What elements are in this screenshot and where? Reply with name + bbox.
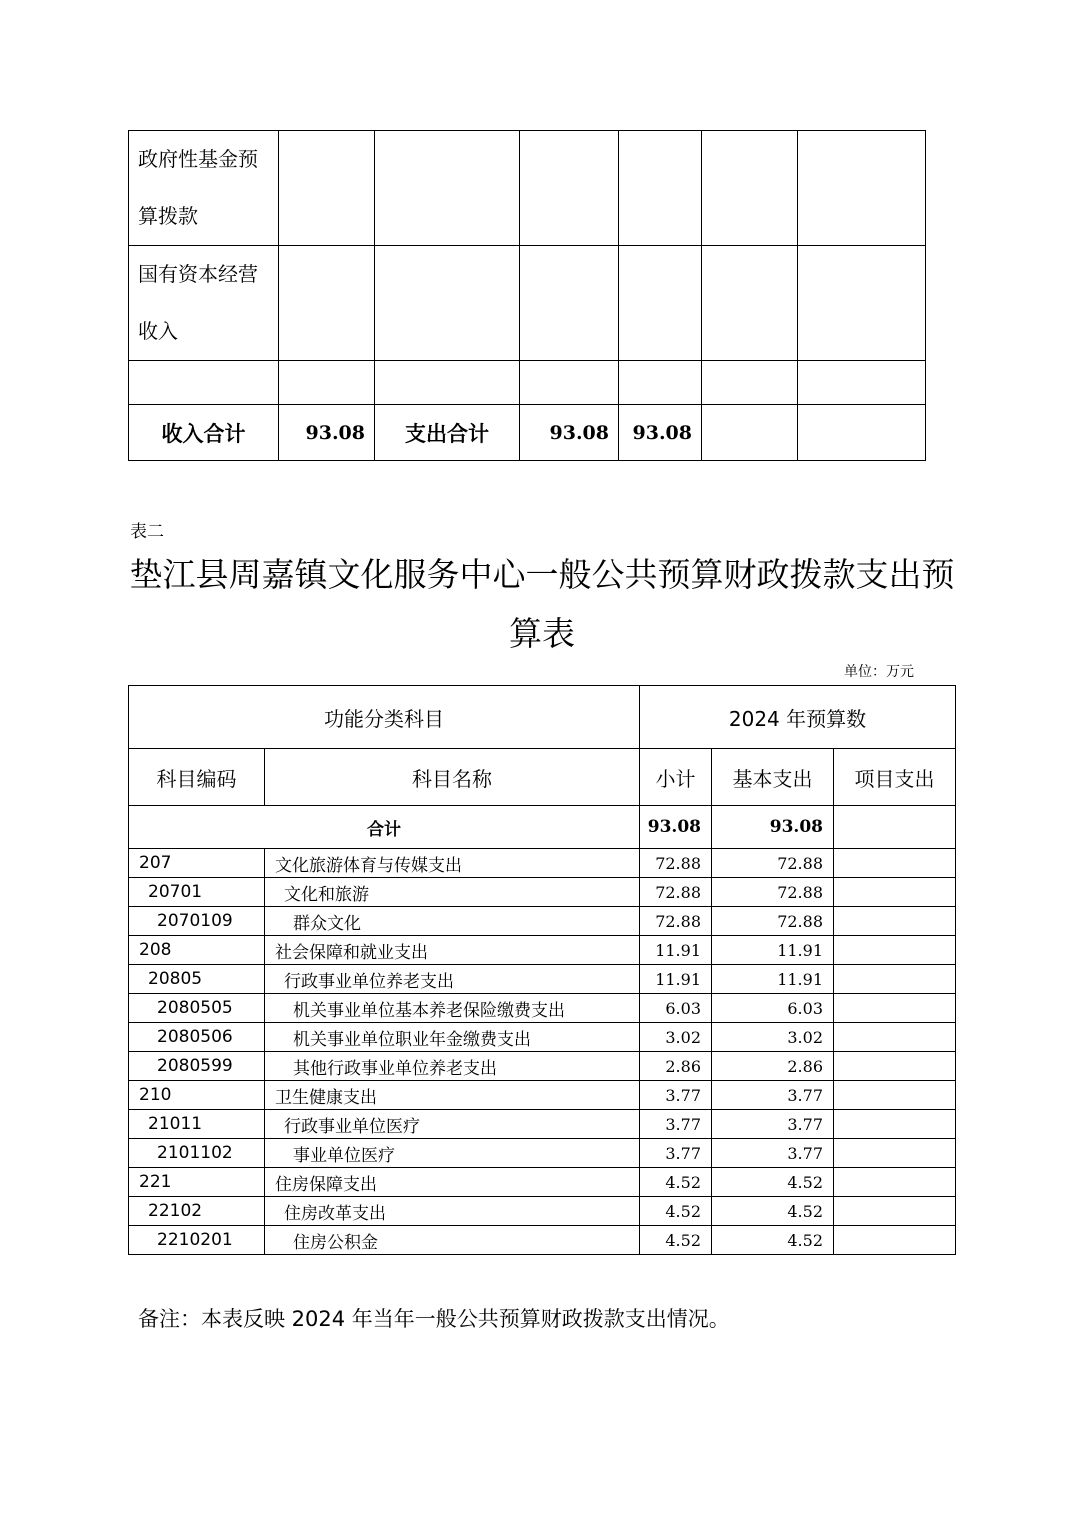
row-code: 2210201	[129, 1226, 265, 1255]
row-code: 20701	[129, 878, 265, 907]
row-project	[834, 1168, 956, 1197]
table-number-label: 表二	[130, 522, 164, 542]
total-project	[834, 806, 956, 849]
table-row	[129, 1226, 956, 1255]
row-code: 210	[129, 1081, 265, 1110]
row-project	[834, 1052, 956, 1081]
row-code: 22102	[129, 1197, 265, 1226]
row-subtotal: 6.03	[640, 994, 712, 1023]
table-row	[129, 361, 926, 405]
row-code: 20805	[129, 965, 265, 994]
row-subtotal: 3.77	[640, 1139, 712, 1168]
table-row	[129, 878, 956, 907]
row-subtotal: 3.77	[640, 1110, 712, 1139]
row-project	[834, 936, 956, 965]
row-name: 行政事业单位医疗	[265, 1110, 640, 1139]
row-subtotal: 72.88	[640, 849, 712, 878]
row-basic: 3.02	[712, 1023, 834, 1052]
header-budget-year: 2024 年预算数	[640, 686, 956, 749]
row-name: 文化旅游体育与传媒支出	[265, 849, 640, 878]
header-name: 科目名称	[265, 749, 640, 806]
row-code: 207	[129, 849, 265, 878]
table-row	[129, 936, 956, 965]
row-basic: 72.88	[712, 849, 834, 878]
row-code: 2101102	[129, 1139, 265, 1168]
expense-total-label: 支出合计	[375, 405, 520, 461]
total-subtotal: 93.08	[640, 806, 712, 849]
income-expense-table	[128, 130, 926, 461]
row-project	[834, 1081, 956, 1110]
row-label-gov-fund: 政府性基金预算拨款	[129, 131, 279, 246]
table-row	[129, 1023, 956, 1052]
row-name: 卫生健康支出	[265, 1081, 640, 1110]
row-name: 住房保障支出	[265, 1168, 640, 1197]
row-name: 社会保障和就业支出	[265, 936, 640, 965]
row-project	[834, 1226, 956, 1255]
row-code: 2080599	[129, 1052, 265, 1081]
row-project	[834, 994, 956, 1023]
table-header-row	[129, 749, 956, 806]
table-row	[129, 1197, 956, 1226]
row-basic: 11.91	[712, 936, 834, 965]
income-total-label: 收入合计	[129, 405, 279, 461]
table-row	[129, 1168, 956, 1197]
header-project: 项目支出	[834, 749, 956, 806]
expense-total-value: 93.08	[520, 405, 619, 461]
row-name: 住房改革支出	[265, 1197, 640, 1226]
row-code: 2080505	[129, 994, 265, 1023]
row-subtotal: 4.52	[640, 1226, 712, 1255]
row-subtotal: 11.91	[640, 936, 712, 965]
row-project	[834, 1139, 956, 1168]
header-category: 功能分类科目	[129, 686, 640, 749]
row-subtotal: 72.88	[640, 878, 712, 907]
row-name: 其他行政事业单位养老支出	[265, 1052, 640, 1081]
row-subtotal: 4.52	[640, 1197, 712, 1226]
row-basic: 4.52	[712, 1168, 834, 1197]
row-basic: 3.77	[712, 1110, 834, 1139]
row-basic: 3.77	[712, 1081, 834, 1110]
row-name: 文化和旅游	[265, 878, 640, 907]
table-row	[129, 994, 956, 1023]
row-basic: 6.03	[712, 994, 834, 1023]
row-code: 21011	[129, 1110, 265, 1139]
table-row	[129, 907, 956, 936]
row-project	[834, 907, 956, 936]
row-code: 208	[129, 936, 265, 965]
table-row	[129, 1052, 956, 1081]
header-code: 科目编码	[129, 749, 265, 806]
row-name: 事业单位医疗	[265, 1139, 640, 1168]
income-total-value: 93.08	[279, 405, 375, 461]
income-expense-total-row	[129, 405, 926, 461]
row-code: 2080506	[129, 1023, 265, 1052]
table-total-row	[129, 806, 956, 849]
row-project	[834, 878, 956, 907]
row-subtotal: 2.86	[640, 1052, 712, 1081]
table-row	[129, 131, 926, 246]
header-basic: 基本支出	[712, 749, 834, 806]
row-basic: 11.91	[712, 965, 834, 994]
row-label-state-capital: 国有资本经营收入	[129, 246, 279, 361]
row-subtotal: 3.77	[640, 1081, 712, 1110]
budget-expenditure-table	[128, 685, 956, 1255]
row-project	[834, 1023, 956, 1052]
row-basic: 3.77	[712, 1139, 834, 1168]
row-name: 群众文化	[265, 907, 640, 936]
expense-total-value-2: 93.08	[619, 405, 702, 461]
row-name: 行政事业单位养老支出	[265, 965, 640, 994]
row-name: 机关事业单位职业年金缴费支出	[265, 1023, 640, 1052]
footnote: 备注：本表反映 2024 年当年一般公共预算财政拨款支出情况。	[138, 1307, 730, 1331]
row-name: 住房公积金	[265, 1226, 640, 1255]
row-basic: 72.88	[712, 907, 834, 936]
table-header-row	[129, 686, 956, 749]
row-code: 2070109	[129, 907, 265, 936]
table-row	[129, 246, 926, 361]
table-row	[129, 1139, 956, 1168]
unit-label: 单位：万元	[844, 664, 914, 680]
table-row	[129, 1110, 956, 1139]
row-name: 机关事业单位基本养老保险缴费支出	[265, 994, 640, 1023]
row-basic: 4.52	[712, 1226, 834, 1255]
table-row	[129, 1081, 956, 1110]
row-basic: 4.52	[712, 1197, 834, 1226]
total-basic: 93.08	[712, 806, 834, 849]
row-basic: 2.86	[712, 1052, 834, 1081]
table-row	[129, 965, 956, 994]
row-project	[834, 849, 956, 878]
total-label: 合计	[129, 806, 640, 849]
row-project	[834, 1197, 956, 1226]
row-subtotal: 3.02	[640, 1023, 712, 1052]
row-subtotal: 11.91	[640, 965, 712, 994]
header-subtotal: 小计	[640, 749, 712, 806]
page-title: 垫江县周嘉镇文化服务中心一般公共预算财政拨款支出预算表	[129, 555, 955, 653]
row-basic: 72.88	[712, 878, 834, 907]
row-subtotal: 4.52	[640, 1168, 712, 1197]
row-project	[834, 1110, 956, 1139]
row-subtotal: 72.88	[640, 907, 712, 936]
row-project	[834, 965, 956, 994]
row-code: 221	[129, 1168, 265, 1197]
table-row	[129, 849, 956, 878]
